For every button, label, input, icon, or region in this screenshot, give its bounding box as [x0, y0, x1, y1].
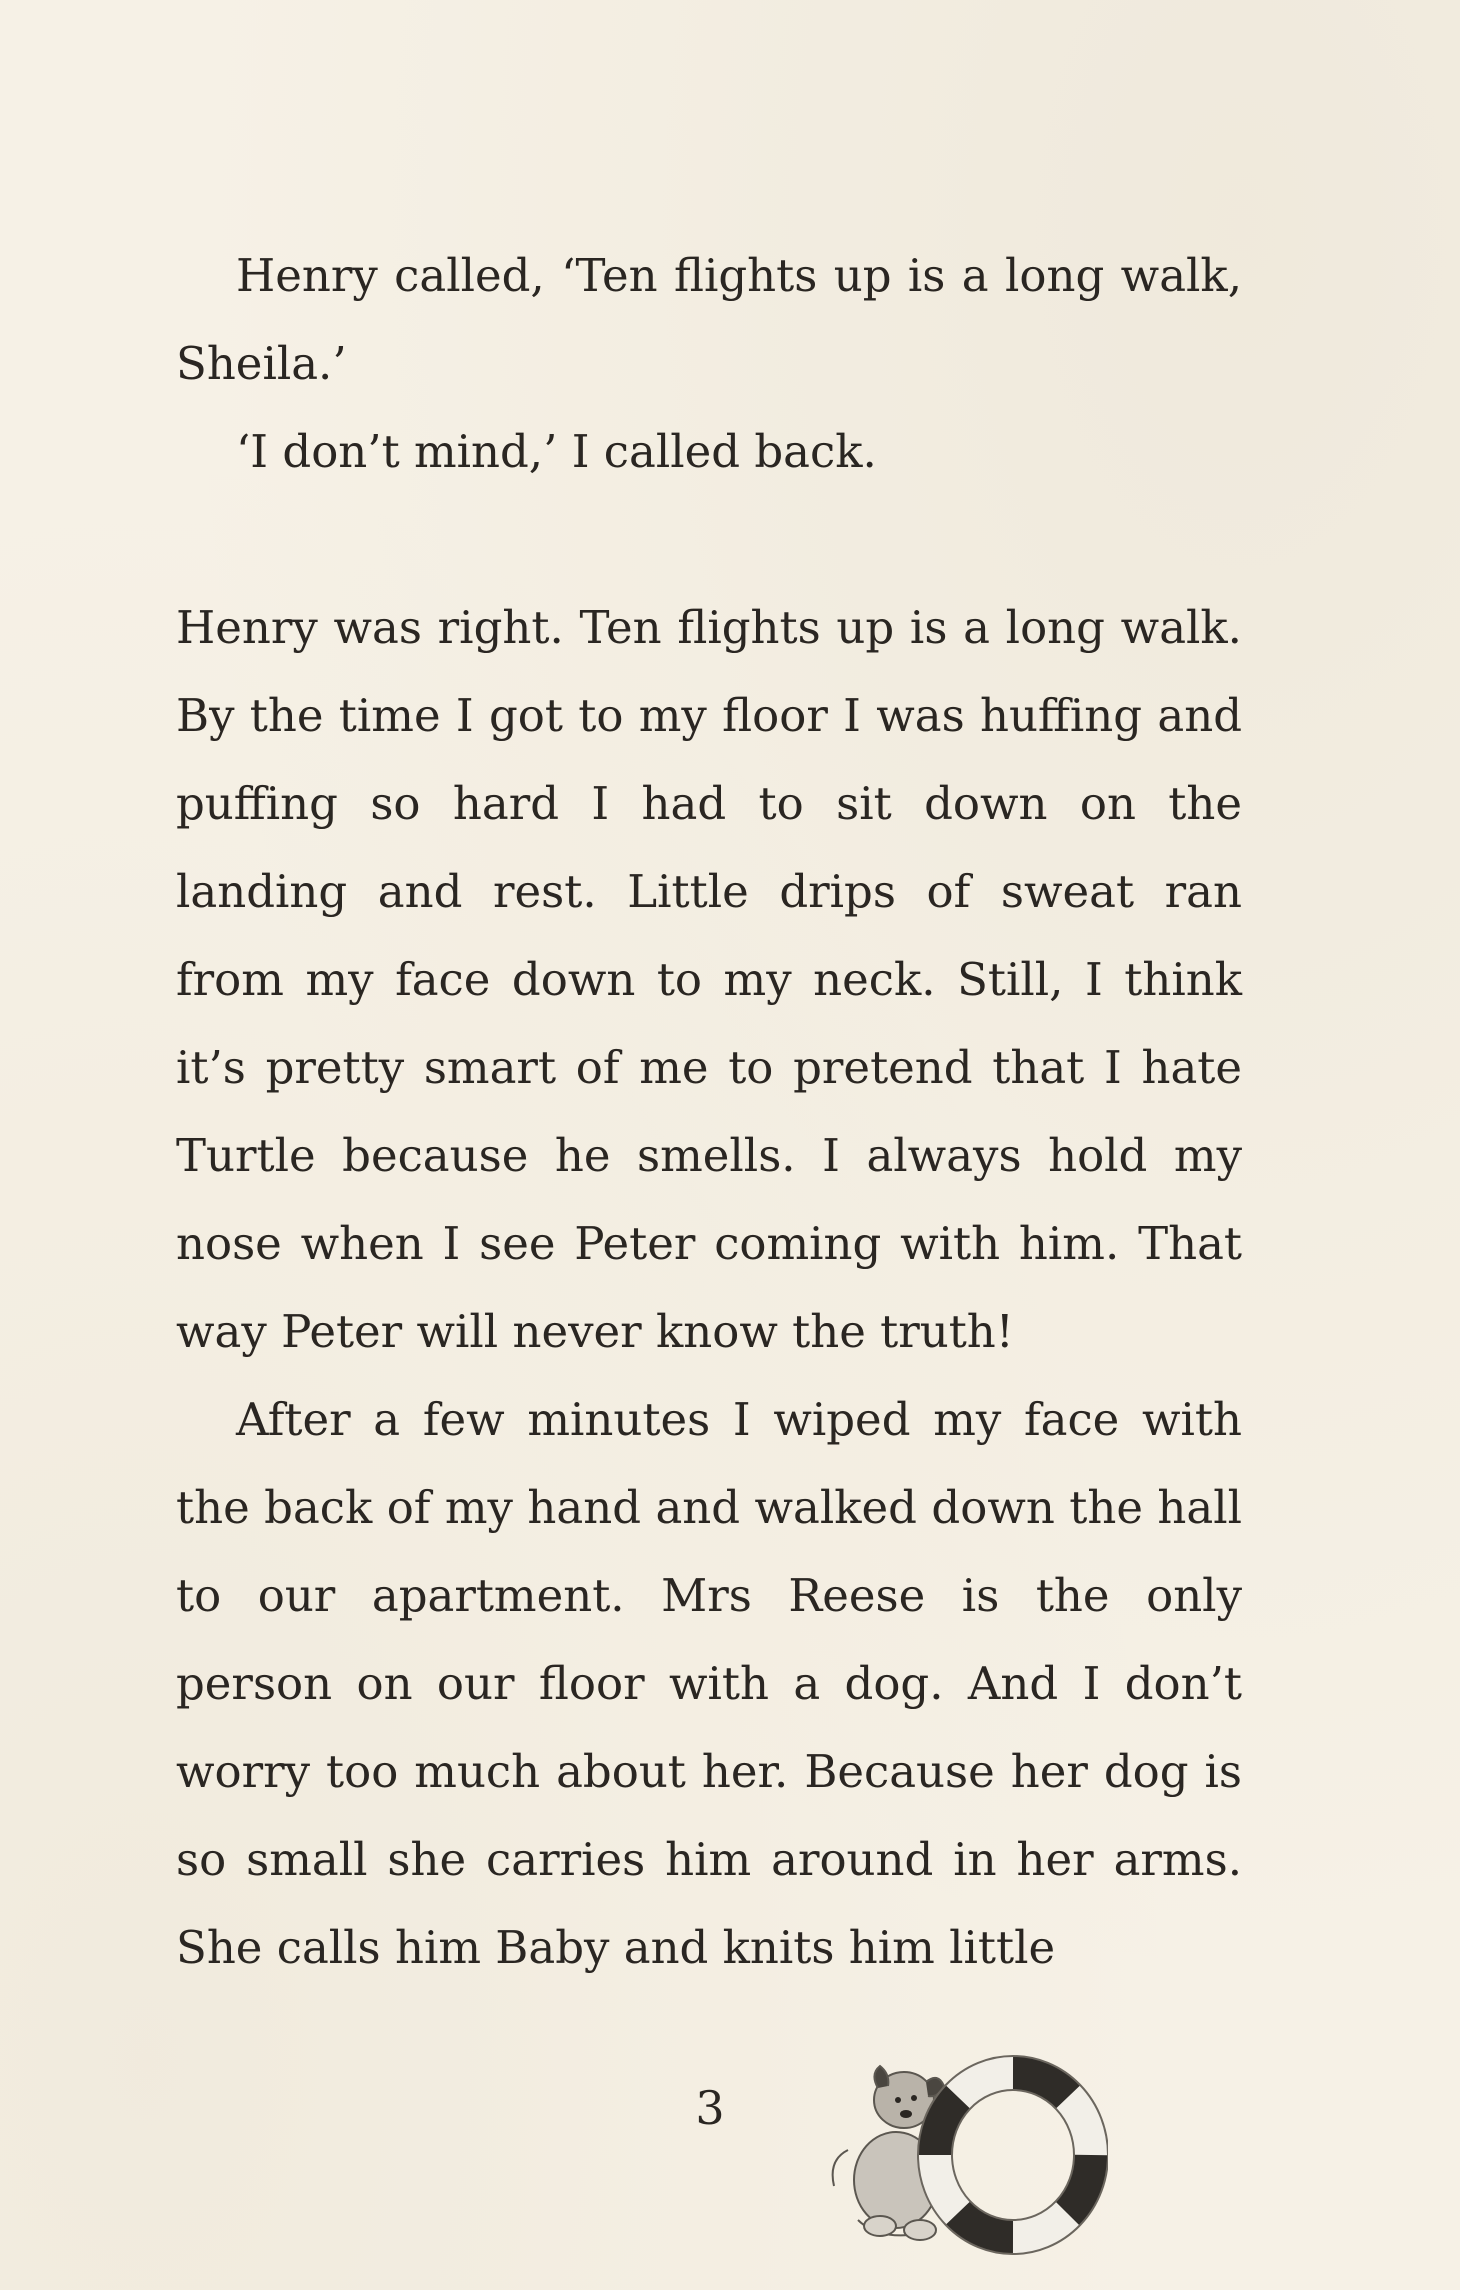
- page-text: [176, 232, 1242, 1992]
- dog-with-swim-ring-illustration: [808, 2030, 1108, 2260]
- paragraph-henry-was-right: Henry was right. Ten flights up is a long walk. By the time I got to my floor I was huffing and puffing so hard I had to sit down on the landing and rest. Little drips of sweat ran from my face down to my neck. Still, I think it’s pretty smart of me to pretend that I hate Turtle because he smells. I always hold my nose when I see Peter coming with him. That way Peter will never know the truth!: [176, 601, 1242, 1358]
- section-break: [176, 496, 1242, 584]
- page-number: 3: [695, 2081, 725, 2135]
- paragraph-dont-mind: ‘I don’t mind,’ I called back.: [236, 425, 877, 478]
- paragraph-henry-called: Henry called, ‘Ten flights up is a long walk, Sheila.’: [176, 249, 1242, 390]
- swim-ring-icon: [918, 2056, 1108, 2254]
- paragraph-after-a-few-minutes: After a few minutes I wiped my face with the back of my hand and walked down the hall to our apartment. Mrs Reese is the only person on our floor with a dog. And I don’t worry too much about her. Because her dog is so small she carries him around in her arms. She calls him Baby and knits him little: [176, 1393, 1242, 1974]
